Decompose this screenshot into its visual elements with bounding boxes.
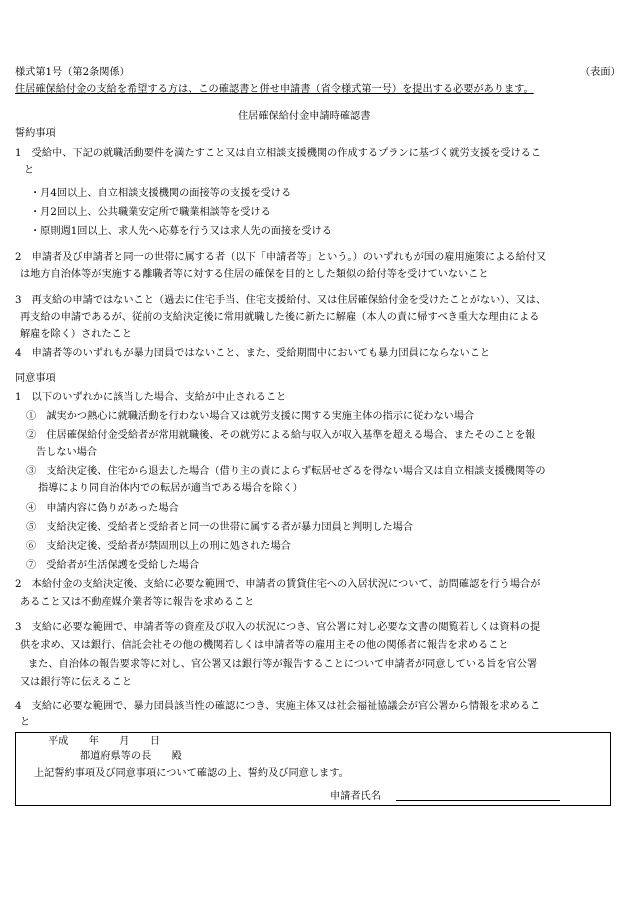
consent-item-4: 4 支給に必要な範囲で、暴力団員該当性の確認につき、実施主体又は社会福祉協議会が官公署から情報を求めるこ	[15, 701, 541, 712]
suspension-condition: ② 住居確保給付金受給者が常用就職後、その就労による給与収入が収入基準を超える場合、またそのことを報	[26, 430, 536, 441]
addressee: 都道府県等の長 殿	[80, 751, 182, 762]
form-number: 様式第1号（第2条関係）	[15, 67, 130, 78]
suspension-condition-cont: 指導により同自治体内での転居が適当である場合を除く）	[38, 483, 303, 494]
oath-item-1-cont: と	[24, 165, 35, 176]
suspension-condition: ⑤ 支給決定後、受給者と受給者と同一の世帯に属する者が暴力団員と判明した場合	[26, 522, 414, 533]
consent-item-4-cont: と	[20, 717, 31, 728]
oath-item-4: 4 申請者等のいずれもが暴力団員ではないこと、また、受給期間中においても暴力団員にならないこと	[15, 348, 491, 359]
applicant-name-label: 申請者氏名	[330, 791, 381, 802]
submission-notice: 住居確保給付金の支給を希望する方は、この確認書と併せ申請書（省令様式第一号）を提出する必要があります。	[15, 84, 534, 95]
bullet-item: ・月4回以上、自立相談支援機関の面接等の支援を受ける	[30, 188, 292, 199]
suspension-condition-cont: 告しない場合	[36, 447, 98, 458]
oath-heading: 誓約事項	[15, 128, 56, 139]
oath-item-3-cont: 解雇を除く）されたこと	[20, 329, 133, 340]
consent-item-1: 1 以下のいずれかに該当した場合、支給が中止されること	[15, 392, 287, 403]
date-field[interactable]: 平成 年 月 日	[48, 736, 161, 747]
oath-item-3-cont: 再支給の申請であるが、従前の支給決定後に常用就職した後に新たに解雇（本人の責に帰すべき重大な理由による	[20, 312, 540, 323]
oath-item-2: 2 申請者及び申請者と同一の世帯に属する者（以下「申請者等」という。）のいずれもが国の雇用施策による給付又	[15, 252, 547, 263]
bullet-item: ・月2回以上、公共職業安定所で職業相談等を受ける	[30, 207, 271, 218]
oath-item-1: 1 受給中、下記の就職活動要件を満たすこと又は自立相談支援機関の作成するプランに基づく就労支援を受けるこ	[15, 148, 542, 159]
consent-item-2: 2 本給付金の支給決定後、支給に必要な範囲で、申請者の賃貸住宅への入居状況について、訪問確認を行う場合が	[15, 579, 541, 590]
consent-item-3-cont: 又は銀行等に伝えること	[20, 677, 133, 688]
suspension-condition: ⑦ 受給者が生活保護を受給した場合	[26, 560, 200, 571]
suspension-condition: ⑥ 支給決定後、受給者が禁固刑以上の刑に処された場合	[26, 541, 291, 552]
consent-item-2-cont: あること又は不動産媒介業者等に報告を求めること	[20, 597, 255, 608]
bullet-item: ・原則週1回以上、求人先へ応募を行う又は求人先の面接を受ける	[30, 226, 332, 237]
applicant-name-field[interactable]	[396, 800, 560, 801]
consent-heading: 同意事項	[15, 373, 56, 384]
suspension-condition: ① 誠実かつ熱心に就職活動を行わない場合又は就労支援に関する実施主体の指示に従わない場合	[26, 411, 475, 422]
consent-item-3-cont: 供を求め、又は銀行、信託会社その他の機関若しくは申請者等の雇用主その他の関係者に報告を求めること	[20, 640, 509, 651]
agreement-statement: 上記誓約事項及び同意事項について確認の上、誓約及び同意します。	[34, 768, 349, 779]
consent-item-3: 3 支給に必要な範囲で、申請者等の資産及び収入の状況につき、官公署に対し必要な文書の閲覧若しくは資料の提	[15, 622, 541, 633]
page-title: 住居確保給付金申請時確認書	[238, 111, 371, 122]
consent-item-3-cont: また、自治体の報告要求等に対し、官公署又は銀行等が報告することについて申請者が同意している旨を官公署	[28, 659, 538, 670]
suspension-condition: ③ 支給決定後、住宅から退去した場合（借り主の責によらず転居せざるを得ない場合又は自立相談支援機関等の	[26, 466, 546, 477]
page-side-label: （表面）	[580, 67, 621, 78]
oath-item-2-cont: は地方自治体等が実施する離職者等に対する住居の確保を目的とした類似の給付等を受けていないこと	[20, 269, 489, 280]
suspension-condition: ④ 申請内容に偽りがあった場合	[26, 503, 179, 514]
oath-item-3: 3 再支給の申請ではないこと（過去に住宅手当、住宅支援給付、又は住居確保給付金を受けたことがない）、又は、	[15, 295, 547, 306]
